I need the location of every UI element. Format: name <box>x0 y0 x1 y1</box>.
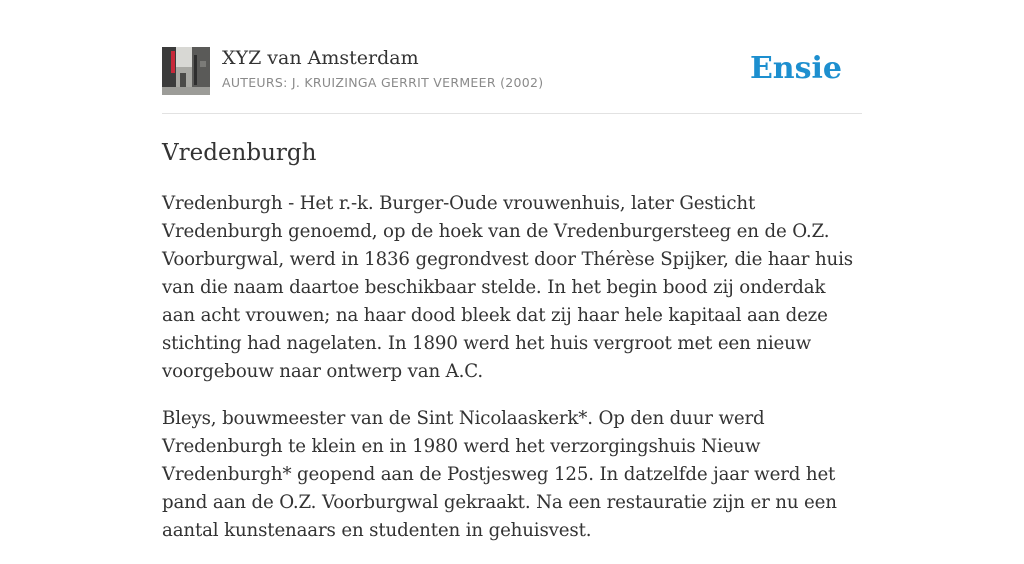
entry-paragraph-2: Bleys, bouwmeester van de Sint Nicolaaskerk*. Op den duur werd Vredenburgh te klein en in 1980 werd het verzorgingshuis Nieuw Vredenburgh* geopend aan de Postjesweg 125. In datzelfde jaar werd het pand aan de O.Z. Voorburgwal gekraakt. Na een restauratie zijn er nu een aantal kunstenaars en studenten in gehuisvest. <box>162 408 837 541</box>
street-photo-icon <box>162 47 210 95</box>
source-avatar[interactable] <box>162 47 210 95</box>
source-authors: AUTEURS: J. KRUIZINGA GERRIT VERMEER (2002) <box>222 75 544 90</box>
entry-title: Vredenburgh <box>162 140 317 166</box>
source-header <box>162 0 862 114</box>
source-title[interactable]: XYZ van Amsterdam <box>222 47 419 69</box>
ensie-logo-link[interactable]: Ensie <box>749 51 842 86</box>
entry-body <box>162 190 862 564</box>
entry-card <box>162 0 862 541</box>
entry-paragraph-1: Vredenburgh - Het r.-k. Burger-Oude vrouwenhuis, later Gesticht Vredenburgh genoemd, op de hoek van de Vredenburgersteeg en de O.Z. Voorburgwal, werd in 1836 gegrondvest door Thérèse Spijker, die haar huis van die naam daartoe beschikbaar stelde. In het begin bood zij onderdak aan acht vrouwen; na haar dood bleek dat zij haar hele kapitaal aan deze stichting had nagelaten. In 1890 werd het huis vergroot met een nieuw voorgebouw naar ontwerp van A.C. <box>162 193 853 382</box>
